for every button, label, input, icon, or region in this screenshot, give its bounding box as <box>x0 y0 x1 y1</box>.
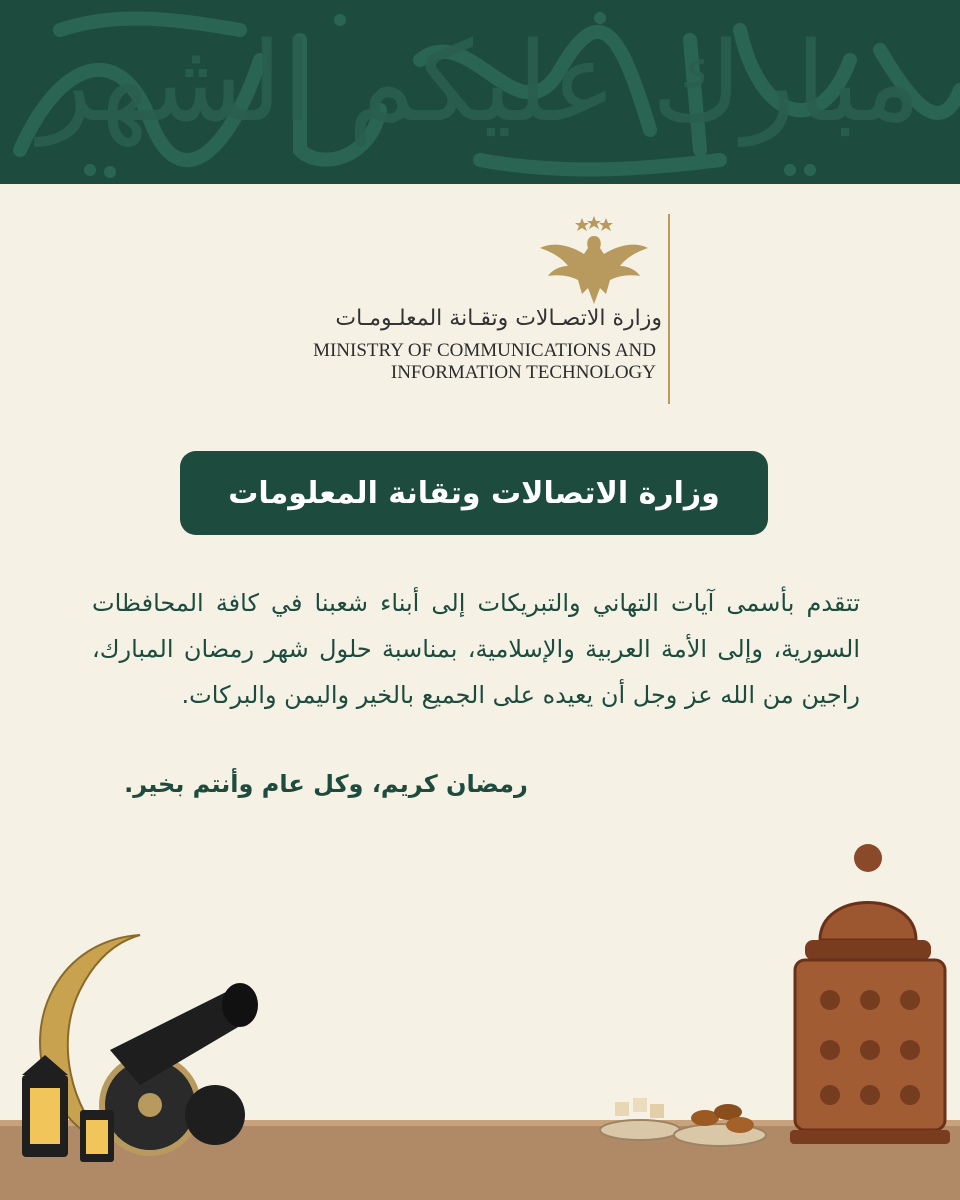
lantern-icon <box>790 844 950 1144</box>
ramadan-greeting: رمضان كريم، وكل عام وأنتم بخير. <box>124 770 528 798</box>
ministry-name-english-line1: MINISTRY OF COMMUNICATIONS AND <box>313 340 656 361</box>
header-band <box>0 0 960 184</box>
calligraphy-text: مبارك عليكم الشهر <box>38 18 922 146</box>
ramadan-decoration-scene <box>0 840 960 1200</box>
calligraphy-pattern <box>0 0 960 184</box>
title-banner: وزارة الاتصالات وتقانة المعلومات <box>180 451 768 535</box>
eagle-emblem-icon <box>538 214 650 306</box>
greeting-message: تتقدم بأسمى آيات التهاني والتبريكات إلى أبناء شعبنا في كافة المحافظات السورية، وإلى الأمة العربية والإسلامية، بمناسبة حلول شهر رمضان المبارك، راجين من الله عز وجل أن يعيده على الجميع بالخير واليمن والبركات. <box>92 589 860 709</box>
ministry-name-english-line2: INFORMATION TECHNOLOGY <box>390 362 656 383</box>
logo-divider <box>668 214 670 404</box>
ministry-name-arabic: وزارة الاتصـالات وتقـانة المعلـومـات <box>335 306 662 331</box>
cannon-icon <box>102 983 258 1153</box>
ministry-name-english <box>313 340 656 384</box>
ministry-logo <box>280 210 680 410</box>
